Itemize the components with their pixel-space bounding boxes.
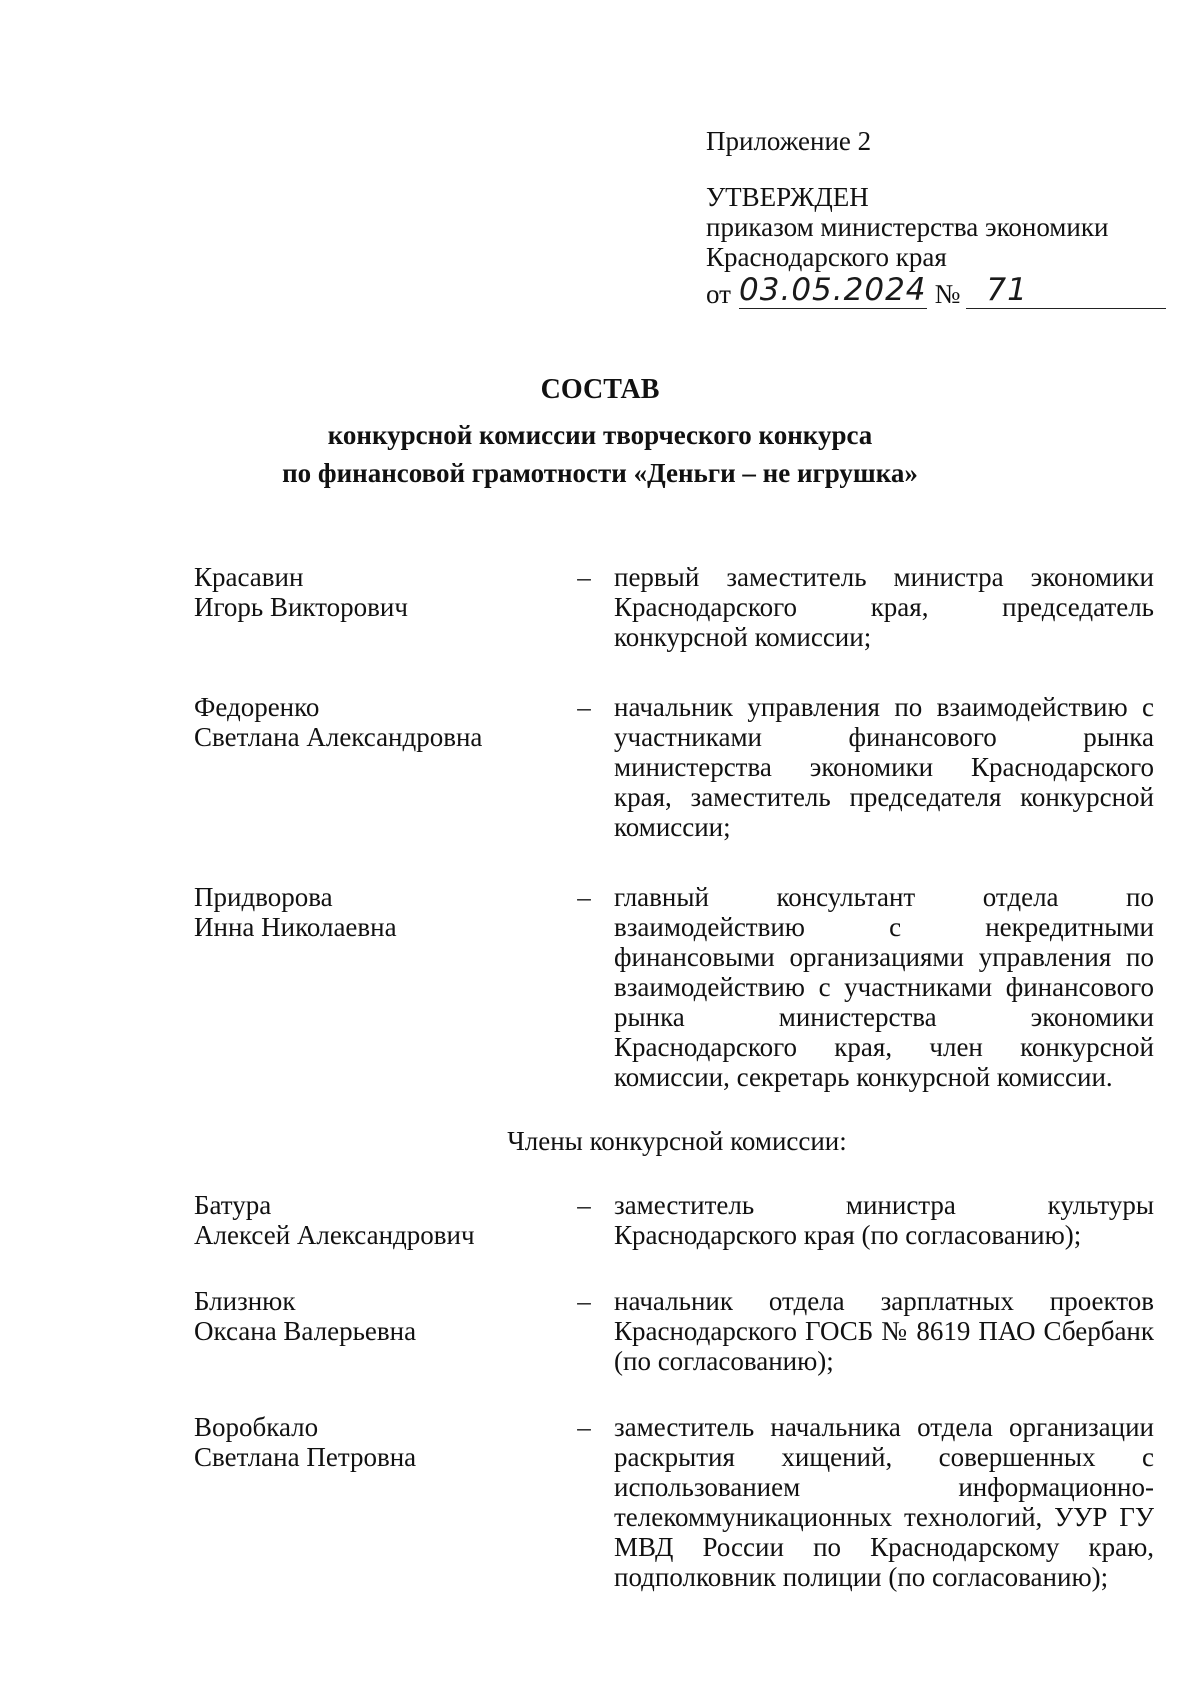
dash-separator: – <box>577 562 591 592</box>
from-label: от <box>706 279 731 309</box>
member-row <box>194 692 1160 842</box>
member-surname: Батура <box>194 1190 272 1220</box>
member-row <box>194 1190 1160 1250</box>
member-given-names: Алексей Александрович <box>194 1220 475 1250</box>
member-role: заместитель министра культуры Краснодарского края (по согласованию); <box>614 1190 1154 1250</box>
approved-label: УТВЕРЖДЕН <box>706 182 869 212</box>
member-surname: Воробкало <box>194 1412 319 1442</box>
dash-separator: – <box>577 692 591 722</box>
order-date-line <box>706 274 1166 309</box>
member-role: первый заместитель министра экономики Краснодарского края, председатель конкурсной комиссии; <box>614 562 1154 652</box>
member-given-names: Оксана Валерьевна <box>194 1316 417 1346</box>
member-surname: Красавин <box>194 562 304 592</box>
member-role: начальник управления по взаимодействию с участниками финансового рынка министерства экономики Краснодарского края, заместитель председателя конкурсной комиссии; <box>614 692 1154 842</box>
number-label: № <box>934 279 961 309</box>
commission-list <box>194 562 1160 1592</box>
member-name <box>194 692 554 842</box>
order-date: 03.05.2024 <box>739 272 927 308</box>
member-row <box>194 562 1160 652</box>
member-name <box>194 882 554 1092</box>
member-given-names: Игорь Викторович <box>194 592 408 622</box>
member-given-names: Светлана Петровна <box>194 1442 417 1472</box>
appendix-label: Приложение 2 <box>706 126 872 156</box>
member-name <box>194 1412 554 1592</box>
dash-separator: – <box>577 1412 591 1442</box>
document-title <box>0 374 1200 492</box>
dash-separator: – <box>577 1190 591 1220</box>
member-given-names: Инна Николаевна <box>194 912 397 942</box>
members-heading: Члены конкурсной комиссии: <box>507 1126 847 1156</box>
approved-by-line-2: Краснодарского края <box>706 242 947 272</box>
member-row <box>194 882 1160 1092</box>
approved-by-line-1: приказом министерства экономики <box>706 212 1109 242</box>
member-name <box>194 1190 554 1250</box>
dash-separator: – <box>577 1286 591 1316</box>
dash-separator: – <box>577 882 591 912</box>
member-row <box>194 1412 1160 1592</box>
member-name <box>194 1286 554 1376</box>
member-role: начальник отдела зарплатных проектов Краснодарского ГОСБ № 8619 ПАО Сбербанк (по согласованию); <box>614 1286 1154 1376</box>
order-number: 71 <box>966 274 1166 309</box>
member-role: заместитель начальника отдела организации раскрытия хищений, совершенных с использованием информационно-телекоммуникационных технологий, УУР ГУ МВД России по Краснодарскому краю, подполковник полиции (по согласованию); <box>614 1412 1154 1592</box>
member-row <box>194 1286 1160 1376</box>
member-surname: Близнюк <box>194 1286 296 1316</box>
member-given-names: Светлана Александровна <box>194 722 483 752</box>
title-line-2: по финансовой грамотности «Деньги – не игрушка» <box>282 458 918 488</box>
member-name <box>194 562 554 652</box>
member-surname: Придворова <box>194 882 333 912</box>
member-surname: Федоренко <box>194 692 320 722</box>
approval-block <box>706 126 1166 309</box>
title-line-1: конкурсной комиссии творческого конкурса <box>327 420 873 450</box>
member-role: главный консультант отдела по взаимодействию с некредитными финансовыми организациями управления по взаимодействию с участниками финансового рынка министерства экономики Краснодарского края, член конкурсной комиссии, секретарь конкурсной комиссии. <box>614 882 1154 1092</box>
title-heading: СОСТАВ <box>540 374 660 405</box>
